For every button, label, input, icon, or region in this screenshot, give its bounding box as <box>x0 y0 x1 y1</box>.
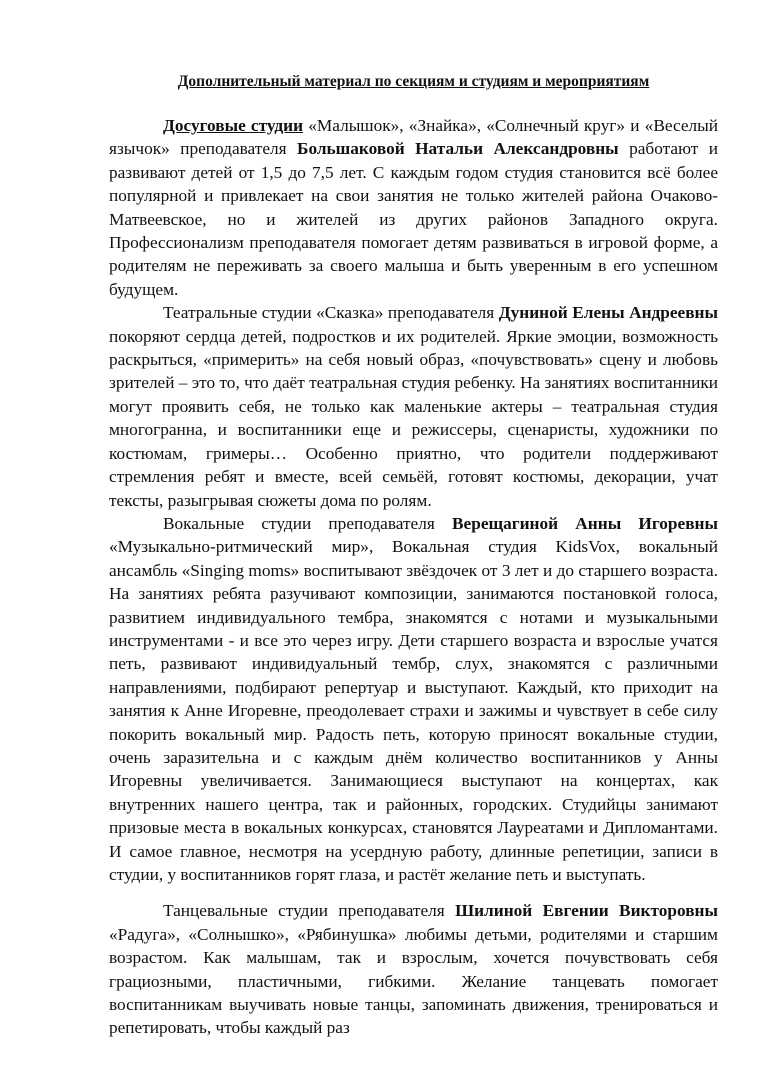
paragraph-text: «Музыкально-ритмический мир», Вокальная студия KidsVox, вокальный ансамбль «Singing moms» воспитывают звёздочек от 3 лет и до старшего возраста. На занятиях ребята разучивают композиции, занимаются постановкой голоса, развитием индивидуального тембра, знакомятся с нотами и музыкальными инструментами - и все это через игру. Дети старшего возраста и взрослые учатся петь, развивают индивидуальный тембр, слух, знакомятся с различными направлениями, подбирают репертуар и выступают. Каждый, кто приходит на занятия к Анне Игоревне, преодолевает страхи и зажимы и чувствует в себе силу покорить вокальный мир. Радость петь, которую приносят вокальные студии, очень заразительна и с каждым днём количество воспитанников у Анны Игоревны увеличивается. Занимающиеся выступают на концертах, как внутренних нашего центра, так и районных, городских. Студийцы занимают призовые места в вокальных конкурсах, становятся Лауреатами и Дипломантами. И самое главное, несмотря на усердную работу, длинные репетиции, записи в студии, у воспитанников горят глаза, и растёт желание петь и выступать. <box>109 537 718 884</box>
paragraph-dance-studios <box>109 899 718 1039</box>
paragraph-theatre-studios <box>109 301 718 512</box>
paragraph-vocal-studios <box>109 512 718 887</box>
paragraph-text: «Малышок», «Знайка», «Солнечный круг» и «Веселый язычок» преподавателя <box>109 116 718 159</box>
paragraph-text: работают и развивают детей от 1,5 до 7,5 лет. С каждым годом студия становится всё более популярной и привлекает на свои занятия не только жителей района Очаково-Матвеевское, но и жителей из других районов Западного округа. Профессионализм преподавателя помогает детям развиваться в игровой форме, а родителям не переживать за своего малыша и быть уверенным в его успешном будущем. <box>109 139 718 299</box>
document-title: Дополнительный материал по секциям и студиям и мероприятиям <box>177 73 650 90</box>
teacher-name: Дуниной Елены Андреевны <box>498 303 718 323</box>
paragraph-leisure-studios <box>109 114 718 301</box>
document-page <box>109 72 718 1040</box>
leisure-studios-heading: Досуговые студии <box>163 116 304 135</box>
paragraph-text: покоряют сердца детей, подростков и их родителей. Яркие эмоции, возможность раскрыться, «примерить» на себя новый образ, «почувствовать» сцену и любовь зрителей – это то, что даёт театральная студия ребенку. На занятиях воспитанники могут проявить себя, не только как маленькие актеры – театральная студия многогранна, и воспитанники еще и режиссеры, сценаристы, художники по костюмам, гримеры… Особенно приятно, что родители поддерживают стремления ребят и вместе, всей семьёй, готовят костюмы, декорации, учат тексты, разыгрывая сюжеты дома по ролям. <box>109 326 718 510</box>
teacher-name: Верещагиной Анны Игоревны <box>452 513 718 533</box>
paragraph-text: Вокальные студии преподавателя <box>163 513 453 533</box>
paragraph-text: Театральные студии «Сказка» преподавателя <box>163 303 499 323</box>
paragraph-text: Танцевальные студии преподавателя <box>163 901 456 921</box>
teacher-name: Большаковой Натальи Александровны <box>297 139 619 159</box>
paragraph-text: «Радуга», «Солнышко», «Рябинушка» любимы детьми, родителями и старшим возрастом. Как малышам, так и взрослым, хочется почувствовать себя грациозными, пластичными, гибкими. Желание танцевать помогает воспитанникам выучивать новые танцы, запоминать движения, тренироваться и репетировать, чтобы каждый раз <box>109 924 718 1038</box>
teacher-name: Шилиной Евгении Викторовны <box>455 901 718 921</box>
